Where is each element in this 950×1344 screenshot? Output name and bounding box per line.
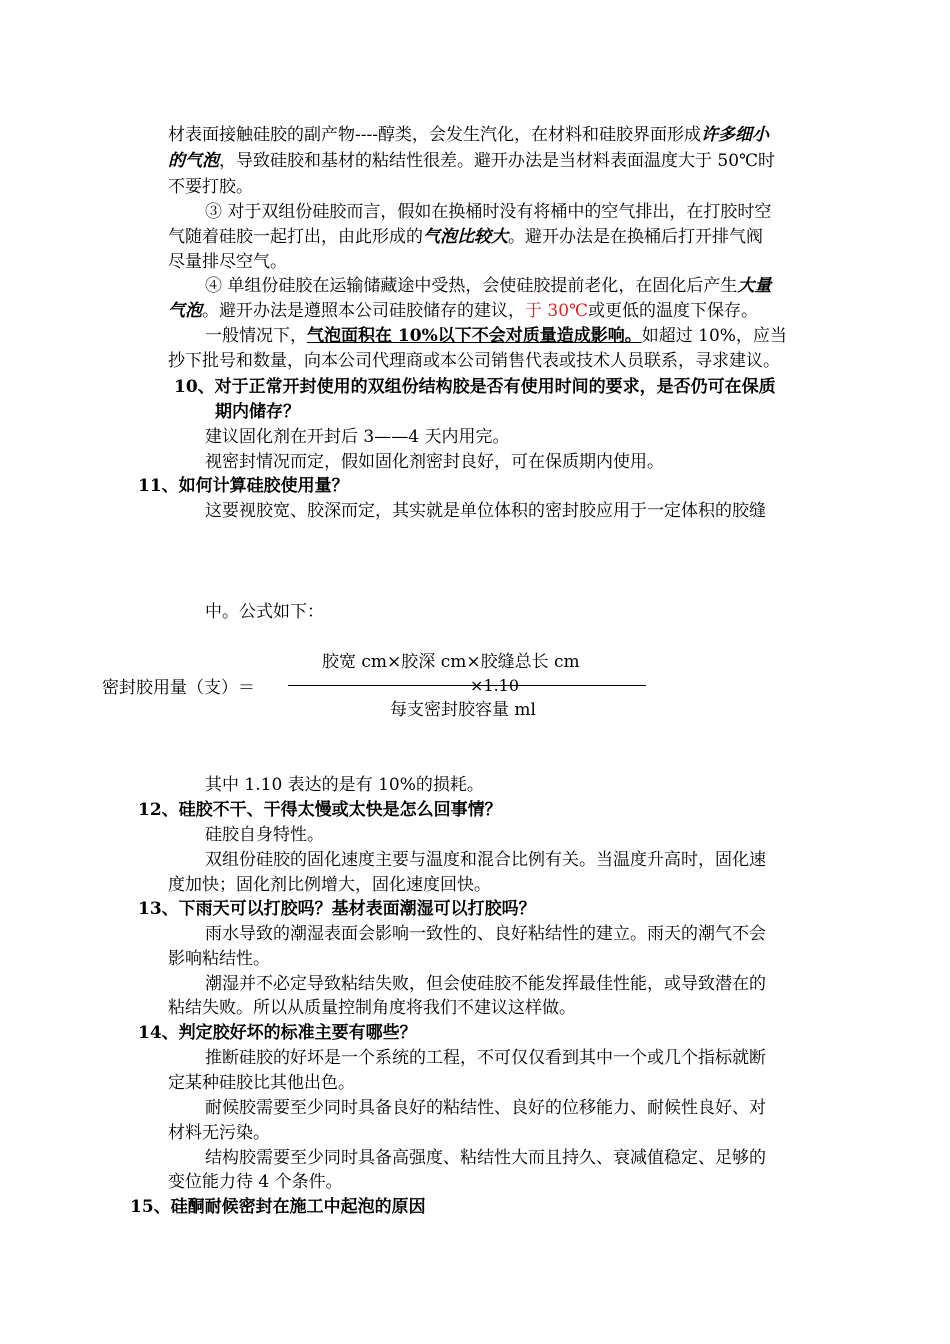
question-heading: 11、如何计算硅胶使用量？ xyxy=(138,476,349,496)
text: 。避开办法是在换桶后打开排气阀 xyxy=(508,227,763,247)
answer-text: 这要视胶宽、胶深而定，其实就是单位体积的密封胶应用于一定体积的胶缝 xyxy=(205,501,766,521)
emphasis-text: 许多细小 xyxy=(700,125,769,145)
text: 或更低的温度下保存。 xyxy=(588,301,759,321)
formula-factor: ×1.10 xyxy=(470,676,520,695)
answer-text: 推断硅胶的好坏是一个系统的工程，不可仅仅看到其中一个或几个指标就断 xyxy=(205,1048,766,1068)
text-line xyxy=(205,324,787,348)
question-heading: 15、硅酮耐候密封在施工中起泡的原因 xyxy=(130,1197,426,1217)
text: 一般情况下， xyxy=(205,326,307,346)
answer-text: 结构胶需要至少同时具备高强度、粘结性大而且持久、衰减值稳定、足够的 xyxy=(205,1148,766,1168)
answer-text: 潮湿并不必定导致粘结失败，但会使硅胶不能发挥最佳性能，或导致潜在的 xyxy=(205,974,766,994)
text-line: 抄下批号和数量，向本公司代理商或本公司销售代表或技术人员联系，寻求建议。 xyxy=(168,351,780,371)
text: 如超过 10%，应当 xyxy=(641,326,787,346)
answer-text: 硅胶自身特性。 xyxy=(205,825,324,845)
formula-numerator: 胶宽 cm×胶深 cm×胶缝总长 cm xyxy=(322,652,580,672)
answer-text: 雨水导致的潮湿表面会影响一致性的、良好粘结性的建立。雨天的潮气不会 xyxy=(205,924,766,944)
answer-text: 视密封情况而定，假如固化剂密封良好，可在保质期内使用。 xyxy=(205,452,664,472)
question-heading: 期内储存？ xyxy=(215,402,300,422)
answer-text: 定某种硅胶比其他出色。 xyxy=(168,1073,355,1093)
text: 。避开办法是遵照本公司硅胶储存的建议， xyxy=(202,301,525,321)
answer-text: 影响粘结性。 xyxy=(168,949,270,969)
question-heading: 12、硅胶不干、干得太慢或太快是怎么回事情？ xyxy=(138,800,502,820)
text: ，导致硅胶和基材的粘结性很差。避开办法是当材料表面温度大于 50℃时 xyxy=(219,151,776,171)
highlight-text: 于 30℃ xyxy=(525,301,589,321)
question-heading: 13、下雨天可以打胶吗？基材表面潮湿可以打胶吗？ xyxy=(138,899,536,919)
answer-text: 建议固化剂在开封后 3——4 天内用完。 xyxy=(205,427,510,447)
answer-text: 材料无污染。 xyxy=(168,1123,270,1143)
question-heading: 10、对于正常开封使用的双组份结构胶是否有使用时间的要求，是否仍可在保质 xyxy=(174,377,776,397)
answer-text: 度加快；固化剂比例增大，固化速度回快。 xyxy=(168,875,491,895)
answer-text: 变位能力待 4 个条件。 xyxy=(168,1172,343,1192)
answer-text: 耐候胶需要至少同时具备良好的粘结性、良好的位移能力、耐候性良好、对 xyxy=(205,1098,766,1118)
text-line xyxy=(168,123,769,147)
text: 气随着硅胶一起打出，由此形成的 xyxy=(168,227,423,247)
formula-denominator: 每支密封胶容量 ml xyxy=(390,700,536,720)
emphasis-text: 气泡 xyxy=(168,301,202,321)
text-line: ③ 对于双组份硅胶而言，假如在换桶时没有将桶中的空气排出，在打胶时空 xyxy=(205,202,772,222)
fraction-line xyxy=(288,685,646,686)
question-heading: 14、判定胶好坏的标准主要有哪些？ xyxy=(138,1023,417,1043)
answer-text: 双组份硅胶的固化速度主要与温度和混合比例有关。当温度升高时，固化速 xyxy=(205,850,766,870)
answer-text: 粘结失败。所以从质量控制角度将我们不建议这样做。 xyxy=(168,998,576,1018)
text-line xyxy=(168,225,763,249)
emphasis-text: 气泡比较大 xyxy=(423,227,508,247)
emphasis-text: 的气泡 xyxy=(168,151,219,171)
text: 材表面接触硅胶的副产物----醇类，会发生汽化，在材料和硅胶界面形成 xyxy=(168,125,701,145)
bold-underlined-text: 气泡面积在 10%以下不会对质量造成影响。 xyxy=(307,326,642,346)
answer-text: 其中 1.10 表达的是有 10%的损耗。 xyxy=(205,775,484,795)
answer-text: 中。公式如下： xyxy=(205,602,324,622)
formula-label: 密封胶用量（支）＝ xyxy=(102,678,255,698)
text-line: 尽量排尽空气。 xyxy=(168,252,287,272)
text: ④ 单组份硅胶在运输储藏途中受热，会使硅胶提前老化，在固化后产生 xyxy=(205,276,738,296)
text-line xyxy=(168,149,775,173)
text-line: 不要打胶。 xyxy=(168,177,253,197)
text-line xyxy=(168,299,758,323)
emphasis-text: 大量 xyxy=(737,276,772,296)
text-line xyxy=(205,274,771,298)
